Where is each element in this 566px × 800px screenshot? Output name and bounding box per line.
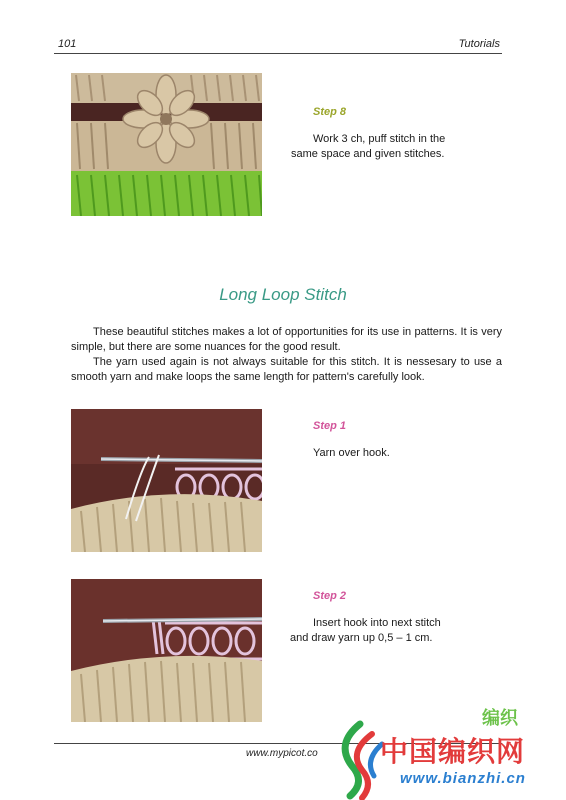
step8-text-line1: Work 3 ch, puff stitch in the — [313, 133, 446, 145]
step8-photo — [71, 73, 262, 216]
intro-paragraph-2: The yarn used again is not always suitable for this stitch. It is nessesary to use a smooth yarn and make loops the same length for pattern's carefully look. — [71, 356, 502, 383]
watermark-cn-main: 中国编织网 — [380, 735, 526, 768]
header-section-title: Tutorials — [458, 38, 500, 50]
step2-text-line1: Insert hook into next stitch — [313, 617, 441, 629]
step8-text-line2: same space and given stitches. — [291, 148, 445, 160]
step8-label: Step 8 — [313, 106, 347, 118]
watermark-url: www.bianzhi.cn — [400, 770, 526, 787]
watermark-logo — [330, 704, 566, 800]
step2-text-line2: and draw yarn up 0,5 – 1 cm. — [290, 632, 433, 644]
step2-label: Step 2 — [313, 590, 347, 602]
intro-text — [71, 325, 502, 385]
step1-text: Yarn over hook. — [313, 447, 390, 459]
step1-photo — [71, 409, 262, 552]
step1-label: Step 1 — [313, 420, 347, 432]
watermark-cn-small: 编织 — [482, 708, 518, 729]
section-title: Long Loop Stitch — [219, 285, 347, 304]
header-divider — [54, 53, 502, 54]
step2-photo — [71, 579, 262, 722]
intro-paragraph-1: These beautiful stitches makes a lot of opportunities for its use in patterns. It is very simple, but there are some nuances for the good result. — [71, 326, 502, 353]
footer-url: www.mypicot.co — [246, 748, 318, 759]
page-number: 101 — [58, 38, 77, 50]
